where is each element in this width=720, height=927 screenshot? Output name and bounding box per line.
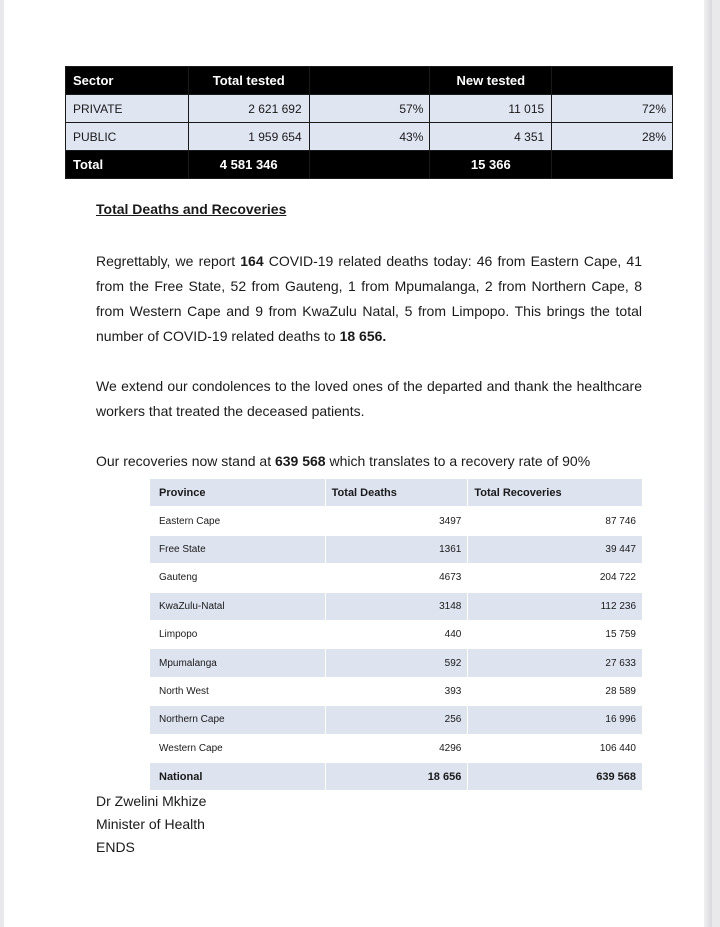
header-blank-2 (552, 67, 673, 95)
province-recoveries: 106 440 (468, 734, 643, 762)
table-row (150, 507, 643, 535)
recoveries-paragraph (96, 449, 656, 474)
province-name: Mpumalanga (150, 649, 326, 677)
table-row (66, 95, 673, 123)
province-recoveries: 28 589 (468, 677, 643, 705)
total-new-tested-value: 15 366 (430, 151, 552, 179)
header-blank-1 (309, 67, 430, 95)
province-name: Limpopo (150, 620, 326, 648)
table-row (150, 734, 643, 762)
province-recoveries: 16 996 (468, 706, 643, 734)
header-total-tested: Total tested (188, 67, 309, 95)
cell-sector: PUBLIC (66, 123, 189, 151)
cell-sector: PRIVATE (66, 95, 189, 123)
province-recoveries: 112 236 (468, 592, 643, 620)
ends-marker: ENDS (96, 839, 135, 855)
signature-block (96, 790, 206, 859)
total-tested-value: 4 581 346 (188, 151, 309, 179)
header-new-tested: New tested (430, 67, 552, 95)
table-row (150, 706, 643, 734)
testing-table (65, 66, 673, 179)
province-recoveries: 204 722 (468, 564, 643, 592)
total-blank-1 (309, 151, 430, 179)
table-row (150, 564, 643, 592)
cell-new-tested: 4 351 (430, 123, 552, 151)
province-deaths: 592 (325, 649, 468, 677)
province-deaths: 3148 (325, 592, 468, 620)
province-name: Western Cape (150, 734, 326, 762)
testing-table-total (66, 151, 673, 179)
header-sector: Sector (66, 67, 189, 95)
signatory-title: Minister of Health (96, 816, 205, 832)
province-deaths: 4673 (325, 564, 468, 592)
document-page (4, 0, 712, 927)
total-deaths: 18 656. (339, 328, 387, 344)
province-name: Eastern Cape (150, 507, 326, 535)
province-deaths: 4296 (325, 734, 468, 762)
province-name: North West (150, 677, 326, 705)
national-label: National (150, 762, 326, 790)
province-deaths: 440 (325, 620, 468, 648)
national-total-row (150, 762, 643, 790)
cell-new-pct: 72% (552, 95, 673, 123)
province-recoveries: 27 633 (468, 649, 643, 677)
table-row (150, 620, 643, 648)
province-table (149, 478, 643, 791)
cell-total-pct: 43% (309, 123, 430, 151)
signatory-name: Dr Zwelini Mkhize (96, 793, 207, 809)
header-total-deaths: Total Deaths (325, 479, 468, 507)
cell-total-pct: 57% (309, 95, 430, 123)
table-row (150, 649, 643, 677)
cell-total-tested: 1 959 654 (188, 123, 309, 151)
total-label: Total (66, 151, 189, 179)
testing-table-header (66, 67, 673, 95)
recoveries-count: 639 568 (274, 453, 326, 469)
page-edge (704, 0, 712, 927)
total-blank-2 (552, 151, 673, 179)
deaths-text-a: Regrettably, we report (96, 253, 241, 269)
deaths-text-b: COVID-19 related deaths today: 46 from Eastern Cape, 41 from the Free State, 52 from Gauteng, 1 from Mpumalanga, 2 from Northern Cape, 8 from Western Cape and 9 from KwaZulu Natal, 5 from Limpopo. This brings the total number of COVID-19 related deaths to (96, 253, 642, 344)
section-heading: Total Deaths and Recoveries (96, 201, 287, 217)
province-name: Free State (150, 535, 326, 563)
deaths-today: 164 (240, 253, 264, 269)
national-recoveries: 639 568 (468, 762, 643, 790)
province-recoveries: 15 759 (468, 620, 643, 648)
table-row (150, 677, 643, 705)
national-deaths: 18 656 (325, 762, 468, 790)
province-recoveries: 39 447 (468, 535, 643, 563)
header-total-recoveries: Total Recoveries (468, 479, 643, 507)
condolences-paragraph: We extend our condolences to the loved ones of the departed and thank the healthcare workers that treated the deceased patients. (96, 378, 642, 419)
province-table-header (150, 479, 643, 507)
cell-new-pct: 28% (552, 123, 673, 151)
province-name: Northern Cape (150, 706, 326, 734)
province-name: KwaZulu-Natal (150, 592, 326, 620)
cell-total-tested: 2 621 692 (188, 95, 309, 123)
header-province: Province (150, 479, 326, 507)
province-deaths: 3497 (325, 507, 468, 535)
province-deaths: 1361 (325, 535, 468, 563)
province-deaths: 393 (325, 677, 468, 705)
deaths-paragraph (96, 249, 642, 349)
recoveries-text-b: which translates to a recovery rate of 90% (325, 453, 591, 469)
province-name: Gauteng (150, 564, 326, 592)
table-row (150, 592, 643, 620)
table-row (66, 123, 673, 151)
province-deaths: 256 (325, 706, 468, 734)
table-row (150, 535, 643, 563)
cell-new-tested: 11 015 (430, 95, 552, 123)
recoveries-text-a: Our recoveries now stand at (96, 453, 275, 469)
province-recoveries: 87 746 (468, 507, 643, 535)
